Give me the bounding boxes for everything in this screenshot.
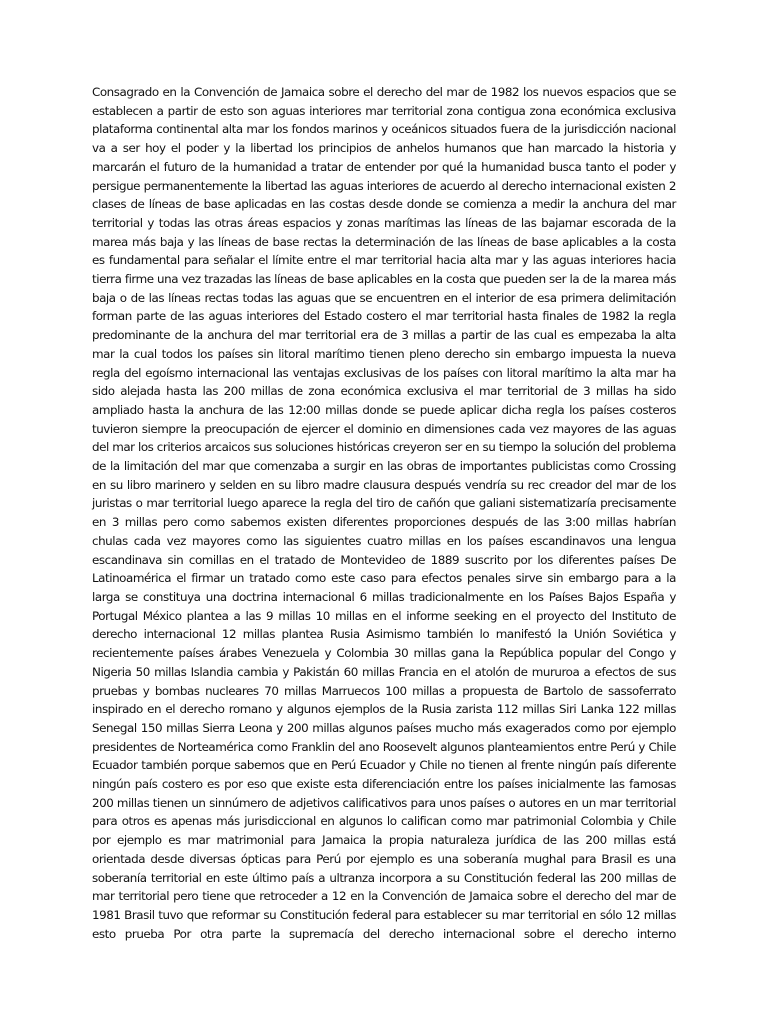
body-paragraph: Consagrado en la Convención de Jamaica sobre el derecho del mar de 1982 los nuevos espacios que se establecen a partir de esto son aguas interiores mar territorial zona contigua zona económica exclusiva plataforma continental alta mar los fondos marinos y oceánicos situados fuera de la jurisdicción nacional va a ser hoy el poder y la libertad los principios de anhelos humanos que han marcado la historia y marcarán el futuro de la humanidad a tratar de entender por qué la humanidad busca tanto el poder y persigue permanentemente la libertad las aguas interiores de acuerdo al derecho internacional existen 2 clases de líneas de base aplicadas en las costas desde donde se comienza a medir la anchura del mar territorial y todas las otras áreas espacios y zonas marítimas las líneas de las bajamar escorada de la marea más baja y las líneas de base rectas la determinación de las líneas de base aplicables a la costa es fundamental para señalar el límite entre el mar territorial hacia alta mar y las aguas interiores hacia tierra firme una vez trazadas las líneas de base aplicables en la costa que pueden ser la de la marea más baja o de las líneas rectas todas las aguas que se encuentren en el interior de esa primera delimitación forman parte de las aguas interiores del Estado costero el mar territorial hasta finales de 1982 la regla predominante de la anchura del mar territorial era de 3 millas a partir de las cual es empezaba la alta mar la cual todos los países sin litoral marítimo tienen pleno derecho sin embargo impuesta la nueva regla del egoísmo internacional las ventajas exclusivas de los países con litoral marítimo la alta mar ha sido alejada hasta las 200 millas de zona económica exclusiva el mar territorial de 3 millas ha sido ampliado hasta la anchura de las 12:00 millas donde se puede aplicar dicha regla los países costeros tuvieron siempre la preocupación de ejercer el dominio en dimensiones cada vez mayores de las aguas del mar los criterios arcaicos sus soluciones históricas creyeron ser en su tiempo la solución del problema de la limitación del mar que comenzaba a surgir en las obras de importantes publicistas como Crossing en su libro marinero y selden en su libro madre clausura después vendría su rec creador del mar de los juristas o mar territorial luego aparece la regla del tiro de cañón que galiani sistematizaría precisamente en 3 millas pero como sabemos existen diferentes proporciones después de las 3:00 millas habrían chulas cada vez mayores como las siguientes cuatro millas en los países escandinavos una lengua escandinava sin comillas en el tratado de Montevideo de 1889 suscrito por los diferentes países De Latinoamérica el firmar un tratado como este caso para efectos penales sirve sin embargo para a la larga se constituya una doctrina internacional 6 millas tradicionalmente en los Países Bajos España y Portugal México plantea a las 9 millas 10 millas en el informe seeking en el proyecto del Instituto de derecho internacional 12 millas plantea Rusia Asimismo también lo manifestó la Unión Soviética y recientemente países árabes Venezuela y Colombia 30 millas gana la República popular del Congo y Nigeria 50 millas Islandia cambia y Pakistán 60 millas Francia en el atolón de mururoa a efectos de sus pruebas y bombas nucleares 70 millas Marruecos 100 millas a propuesta de Bartolo de sassoferrato inspirado en el derecho romano y algunos ejemplos de la Rusia zarista 112 millas Siri Lanka 122 millas Senegal 150 millas Sierra Leona y 200 millas algunos países mucho más exagerados como por ejemplo presidentes de Norteamérica como Franklin del ano Roosevelt algunos planteamientos entre Perú y Chile Ecuador también porque sabemos que en Perú Ecuador y Chile no tienen al frente ningún país diferente ningún país costero es por eso que existe esta diferenciación entre los países inicialmente las famosas 200 millas tienen un sinnúmero de adjetivos calificativos para unos países o autores en un mar territorial para otros es apenas más jurisdiccional en algunos lo califican como mar patrimonial Colombia y Chile por ejemplo es mar matrimonial para Jamaica la propia naturaleza jurídica de las 200 millas está orientada desde diversas ópticas para Perú por ejemplo es una soberanía mughal para Brasil es una soberanía territorial en este último país a ultranza incorpora a su Constitución federal las 200 millas de mar territorial pero tiene que retroceder a 12 en la Convención de Jamaica sobre el derecho del mar de 1981 Brasil tuvo que reformar su Constitución federal para establecer su mar territorial en sólo 12 millas esto prueba Por otra parte la supremacía del derecho internacional sobre el derecho interno [92,85,676,941]
